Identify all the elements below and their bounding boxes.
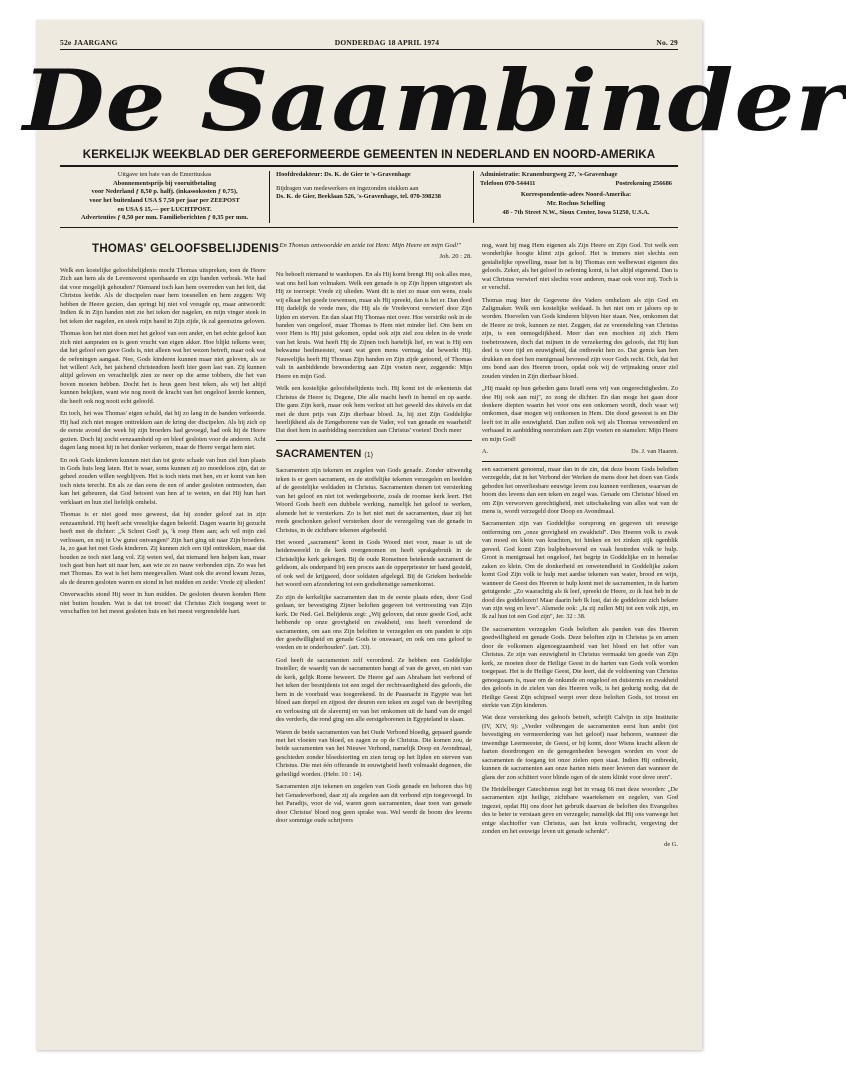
publication-info bbox=[60, 167, 678, 228]
correspondence-address: 48 - 7th Street N.W., Sioux Center, Iowa 51250, U.S.A. bbox=[502, 208, 650, 216]
column-3 bbox=[482, 242, 678, 1002]
info-line: Uitgave ten bate van de Emerituskas bbox=[117, 171, 212, 178]
issue-line bbox=[60, 38, 678, 50]
issue-number: No. 29 bbox=[656, 38, 678, 47]
paragraph: En toch, het was Thomas' eigen schuld, dat hij zo lang in de banden verkeerde. Hij had zich niet mogen onttrekken aan de kring der discipelen. Als hij zich op de eerste avond der week bij zijn broeders had gevoegd, had ook hij de Heere gezien. Doch hij zocht eenzaamheid op en bleef gesloten voor de anderen. Acht dagen lang moest hij in het donker verkeren, maar de Heere vergat hem niet. bbox=[60, 410, 266, 452]
contrib-address: Ds. K. de Gier, Beeklaan 526, 's-Gravenhage, tel. 070-398238 bbox=[276, 193, 441, 201]
masthead-title: De Saambinder bbox=[22, 51, 846, 150]
paragraph: Sacramenten zijn tekenen en zegelen van Gods genade. Zonder uitwendig teken is er geen sacrament, en de stoffelijke tekenen verzegelen en beelden af de geestelijke weldaden in Christus. Sacramenten dienen tot versterking van het geloof en niet tot wedergeboorte, zoals de roomse kerk leert. Het Woord Gods heeft een dubbele werking, namelijk het geloof te werken, alsmede het te versterken. Zo is het niet met de sacramenten, daar zij het reeds geschonken geloof versterken door de verzegeling van de genade in Christus, in de zichtbare tekenen afgebeeld. bbox=[275, 467, 472, 534]
paragraph: Zo zijn de kerkelijke sacramenten dan in de eerste plaats eden, door God gedaan, ter bevestiging Zijner beloften gegeven tot vertroosting van Zijn kerk. De Ned. Gel. Belijdenis zegt: „Wij geloven, dat onze goede God, acht hebbende op onze grovigheid en zwakheid, ons heeft verordend de sacramenten, om aan ons Zijn beloften te verzegelen en om panden te zijn der goedwilligheid en genade Gods te onswaart, en ook om ons geloof te voeden en te onderhouden". (art. 33). bbox=[275, 593, 472, 652]
info-line: voor het buitenland USA $ 7,50 per jaar per ZEEPOST bbox=[89, 196, 240, 204]
info-line: en USA $ 15,— per LUCHTPOST. bbox=[117, 205, 212, 213]
correspondence-label: Korrespondentie-adres Noord-Amerika: bbox=[520, 191, 632, 199]
admin-phone: Telefoon 070-544411 bbox=[480, 179, 536, 187]
info-line: voor Nederland ƒ 8,50 p. halfj. (inkassokosten ƒ 0,75), bbox=[91, 188, 238, 196]
article-signature bbox=[482, 448, 678, 456]
paragraph: Wat deze versterking des geloofs betreft, schrijft Calvijn in zijn Institutie (IV, XIV, 9): „Verder volbrengen de sacramenten eerst hun ambt (tot bevestiging en vermeerdering van het geloof) naar behoren, wanneer die inwendige Leermeester, de Geest, er bij komt, door Wiens kracht alleen de harten doordrongen en de genegenheden bewogen worden en voor de sacramenten de toegang tot onze zielen open staat. Indien Hij ontbreekt, kunnen de sacramenten aan onze harten niets meer leveren dan wanneer de glans der zon schittert voor blinde ogen of de stem klinkt voor dove oren". bbox=[481, 714, 678, 781]
paragraph: Thomas is er niet goed mee geweest, dat hij zonder geloof zat in zijn eenzaamheid. Hij heeft acht vreselijke dagen beleefd. Dagen waarin hij gezucht heeft met de dichter: „'k Schrei God! ja, 'k roep Hem aan; ach wil mijn ziel verlossen, en mij in Uw gunst ontvangen!' Zijn hart ging uit naar Zijn broeders. Ja, zo gaat het met Gods kinderen. Zij kunnen zich een tijd onttrekken, maar dat houden ze toch niet lang vol. Zij weten wel, dat niemand hen helpen kan, maar toch gaat hun hart uit naar hen, aan wie ze zo nauw verbonden zijn. Zo was het met Thomas. En wat is het hem meegevallen. Want ook die avond kwam Jezus, als de deuren gesloten waren en stond in het midden en zeide: Vrede zij ulieden! bbox=[60, 511, 266, 586]
paragraph: God heeft de sacramenten zelf verordend. Ze hebben een Goddelijke Insteller; de waardij van de sacramenten hangt af van de gever, en niet van de kerk, gelijk Rome beweert. De Heere gaf aan Abraham het verbond of het teken der besnijdenis tot een zegel der rechtvaardigheid des geloofs, die hem in de voorhuid was toegerekend. In de Paasnacht in Egypte was het bloed aan dorpel en zijpost der deuren een teken en zegel van de bevrijding en verlossing uit de slavernij en van het omkomen uit de hand van de engel des verderfs, die rond ging om alle eerstgeborenen in Egypteland te slaan. bbox=[275, 656, 472, 724]
column-2 bbox=[276, 242, 472, 1002]
paragraph: Welk een kostelijke geloofsbelijdenis toch. Hij komt tot de erkentenis dat Christus de Heere is; Degene, Die alle macht heeft in hemel en op aarde. Die gans Zijn kerk, maar ook hem verlost uit het geweld des duivels en dat met de dure prijs van Zijn dierbaar bloed. Ja, hij ziet Zijn Goddelijke heerlijkheid als de Eengeborene van de Vader, vol van genade en waarheid! Dat doet hem in aanbidding neerzinken aan Christus' voeten! Doch meer bbox=[275, 385, 472, 435]
column-divider bbox=[482, 461, 678, 462]
info-line: Advertenties ƒ 0,50 per mm. Familieberichten ƒ 0,35 per mm. bbox=[80, 214, 249, 222]
paragraph: Het woord „sacrament" komt in Gods Woord niet voor, maar is uit de heidenwereld in de kerk overgenomen en heeft sprakgebruik in de Christelijke kerk gekregen. Bij de oude Romeinen betekende sacrament de geldsom, als onderpand bij een proces aan de opperpriester ter hand gesteld, of ook wel de krijgseed, door soldaten afgelegd. Bij de Grieken bedoelde het woord een afzondering tot een godsdienstige samenkomst. bbox=[275, 539, 472, 589]
scripture-reference: Joh. 20 : 28. bbox=[439, 252, 472, 260]
subscription-info bbox=[60, 171, 270, 223]
column-1 bbox=[60, 242, 280, 1002]
editor-line: Hoofdredakteur: Ds. K. de Gier te 's-Gravenhage bbox=[276, 171, 411, 178]
paragraph: Thomas kon het niet doen met het geloof van een ander, en het echte geloof kan zich niet aanpraten en is geen vrucht van eigen akker. Hoe blijkt telkens weer, dat het geloof een gave Gods is, niet alleen wat het wezen betreft, maar ook wat de oefeningen aangaat. Nee, Gods kinderen kunnen maar niet geloven, als ze het willen! Ach, het jaichend christendom heeft hier geen last van. Zij kunnen altijd geloven en verachtelijk zien ze neer op die arme tobbers, die het van boven moeten hebben. Docht het is heus geen best teken, als wij het altijd kunnen bekijken, want wie nog nooit de kracht van het ongeloof leerde kennen, die heeft ook nog nooit echt geloofd. bbox=[60, 330, 266, 405]
correspondence-name: Mr. Rochus Schelling bbox=[546, 199, 606, 207]
paragraph: Onverwachts stond Hij weer in hun midden. De gesloten deuren konden Hem niet buiten houden. Wat is dat tot troost! dat Christus Zich toegang weet te verschaffen tot het meest gesloten huis en het meest vergrendelde hart. bbox=[60, 591, 266, 616]
section-heading bbox=[276, 440, 472, 462]
paragraph: De Heidelberger Catechismus zegt het in vraag 66 met deze woorden: „De sacramenten zijn heilige, zichtbare waartekenen en zegelen, van God ingezet, opdat Hij ons door het gebruik daarvan de beloften des Evangelies des te beter te verstaan geve en verzegele; namelijk dat Hij ons vanwege het enige slachtoffer van Christus, aan het kruis volbracht, vergeving der zonden en het eeuwige leven uit genade schenkt". bbox=[481, 786, 678, 836]
paragraph: Sacramenten zijn van Goddelijke oorsprong en gegeven uit eeuwige ontferming om „onze grovigheid en zwakheid". Des Heeren volk is zwak van moed en klein van krachten, tot hinken en tot zinken zijk ogenblik gereed. God komt Zijn hulpbehoevend en vaak bestreden volk te hulp. Groot is menigmaal het ongeloof, het begrip in Goddelijke en in hemelse zaken zo klein. Om de donkerheid en onwetendheid in Goddelijke zaken komt God Zijn volk te hulp met aardse tekenen van water, brood en wijn, wanneer de Geest des Heeren te hulp komt met de sacramenten, in de harten getuigende: „Zo waarachtig als ik leef, spreekt de Heere, zo ik lust heb in de dood des goddelozen! Maar daarin heb Ik lust, dat de goddeloze zich bekere van zijn weg en leve". Alsmede ook: „Ja zij zullen Mij tot een volk zijn, en Ik zal hun tot een God zijn", Jer. 32 : 38. bbox=[481, 520, 678, 621]
paragraph: De sacramenten verzegelen Gods beloften als panden van des Heeren goedwilligheid en genade Gods. Deze beloften zijn in Christus ja en amen door de volkomen algenoegzaamheid van het bloed en het offer van Christus. Ze zijn van eeuwigheid in Christus vermaakt ten goede van Zijn kerk, ze moeten door de Heilige Geest in de harten van Gods volk worden toegepast. Het is de Heilige Geest, Die leert, dat de voldoening van Christus genoegzaam is, maar om de onkunde en ongeloof en duisternis en zwakheid des geloofs in de zielen van des Heeren volk, is het gedurig nodig, dat de Heilige Geest Zijn schijnsel werpt over deze beloften Gods, tot troost en sterkte van Zijn kinderen. bbox=[481, 625, 678, 709]
paragraph: Waren de beide sacramenten van het Oude Verbond bloedig, gepaard gaande met het vloeien van bloed, en zagen ze op de Christus. Die komen zou, de beide sacramenten van het Nieuwe Verbond, namelijk Doop en Avondmaal, geschieden zonder bloedstorting en zien terug op het lijden en sterven van Christus. Die met één offerande in eeuwigheid heeft volmaakt degenen, die geheiligd worden. (Hebr. 10 : 14). bbox=[275, 728, 472, 778]
section-signature: de G. bbox=[664, 840, 678, 848]
admin-line: Administratie: Kranenburgweg 27, 's-Gravenhage bbox=[480, 171, 618, 178]
article-title: THOMAS' GELOOFSBELIJDENIS bbox=[92, 242, 280, 255]
section-title: SACRAMENTEN bbox=[275, 447, 362, 460]
paragraph: Thomas mag hier de Gegevene des Vaders omhelzen als zijn God en Zaligmaker. Welk een kostelijke weldaad. Is het niet om er jaloers op te worden. Hoevelen van Gods kinderen blijven hier staan. Nee, omkomen dat de Heere ze trok, kunnen ze niet. Zeggen, dat ze vreemdeling van Christus zijn, is een onmogelijkheid. Meer dan een mochten zij zich Hem toebetrouwen, doch dat mijnen in de verzekering des geloofs, dat Hij hun deel is voor tijd en eeuwigheid, dat ontbreekt hen zo. Dat gemis kan hen drukken en doet hen menigmaal bevreesd zijn voor Gods recht. Och, dat het ons bond aan des Heeren troon, opdat ook wij de vrijmaking onzer ziel zouden vinden in Zijn dierbaar bloed. bbox=[481, 296, 678, 380]
editorial-info bbox=[270, 171, 474, 223]
signature-initial: A. bbox=[481, 448, 489, 456]
paragraph: „Hij maakt op hun gebeden gans Israël eens vrij van ongerechtigheden. Zo doe Hij ook aan mij", zo zong de dichter. En dan moge het gaan door donkere diepten waarin het voor ons een onkomen wordt, doch waar wij omkomen, daar mogen wij ontkomen in Hem. Die dood geweest is en Die leeft tot in alle eeuwigheid. Dan zullen ook wij als Thomas verwonderd en verbaasd in aanbidding neerzinken aan Zijn voeten en stamelen: Mijn Heere en mijn God! bbox=[481, 385, 678, 443]
issue-date: DONDERDAG 18 APRIL 1974 bbox=[334, 38, 440, 47]
epigraph: „En Thomas antwoordde en zeide tot Hem: Mijn Heere en mijn God!" bbox=[275, 241, 462, 249]
admin-giro: Postrekening 256686 bbox=[615, 179, 672, 187]
article-columns bbox=[60, 242, 678, 1002]
info-line: Abonnementsprijs bij vooruitbetaling bbox=[113, 179, 217, 187]
contrib-line: Bijdragen van medewerkers en ingezonden stukken aan bbox=[276, 184, 419, 192]
paragraph: nog, want hij mag Hem eigenen als Zijn Heere en Zijn God. Tot welk een wonderlijke hoogte klimt zijn geloof. Het is immers niet slechts een gestaltelijke opwelling, maar het is bij Thomas een welbewust eigenen des geloofs. Zeker, als het geloof in oefening komt, is het altijd eigenend. Dan is wat Christus verwierf niet slechts voor anderen, maar ook voor mij. Toch is er verschil. bbox=[481, 241, 678, 292]
section-number: (1) bbox=[364, 451, 373, 459]
newspaper-page bbox=[22, 20, 846, 1050]
paragraph: En ook Gods kinderen kunnen niet dan tot grote schade van hun ziel hun plaats in Gods huis leeg laten. Het is waar, soms kunnen zij zo moedeloos zijn, dat ze geheel zouden willen wegblijven. Het is toch niets met hen, en er komt van hen toch niets terecht. En als ze dan eens de een of ander gesloten ontmoeten, dan kan het gebeuren, dat God betoont van hen af te weten, en dat Hij hun hart verklaart en hun ziel liefelijk omhelst. bbox=[60, 456, 266, 506]
paragraph: Nu behoeft niemand te wanhopen. En als Hij komt brengt Hij ook alles mee, wat ons heil kan volmaken. Welk een genade is op Zijn lippen uitgestort als Hij ze toeroept: Vrede zij ulieden. Want dit is niet zo maar een wens, zoals wij elkaar het goede toewensen, maar als Hij spreekt, dan is het er. Dan deed Hij dadelijk de vrede mee, die Hij als de Vredevorst verwierf door Zijn lijden en sterven. En dan slaat Hij Thomas niet over. Hoe verstrikt ook in de banden van ongeloof, maar Thomas is Hem niet minder lief. Om hem en voor Hem is Hij juist gekomen, opdat ook zijn ziel zou delen in de vrede van het kruis. Wat heeft Hij de Zijnen toch hartelijk lief, en wat is Hij een bekwame heelmeester, want wat geen mens vermag, dat bewerkt Hij. Nauwelijks heeft Hij Thomas Zijn handen en Zijn zijde getoond, of Thomas valt in aanbiddende bewondering aan Zijn voeten neer, zeggende: Mijn Heere en mijn God. bbox=[275, 271, 472, 380]
signature-name: Ds. J. van Haaren. bbox=[631, 448, 678, 456]
masthead-subtitle: KERKELIJK WEEKBLAD DER GEREFORMEERDE GEMEENTEN IN NEDERLAND EN NOORD-AMERIKA bbox=[60, 148, 678, 167]
volume-label: 52e JAARGANG bbox=[60, 38, 118, 47]
paragraph: Welk een kostelijke geloofsbelijdenis mocht Thomas uitspreken, toen de Heere Zich aan hem als de Levensvorst openbaarde en zijn banden verbrak. Wie had dat voor mogelijk gehouden? Niemand toch kan hem overreden van het feit, dat Christus leefde. Als de discipelen naar hem toesnellen en hem zeggen: Wij hebben de Heere gezien, dan springt hij niet vol vreugde op, maar antwoordt: Indien ik in Zijn handen niet zie het teken der nagelen, en mijn vinger steek in het teken der nagelen, en steek mijn hand in Zijn zijde, ik zal geenszins geloven. bbox=[60, 267, 266, 325]
paragraph: een sacrament genoemd, maar dan in de zin, dat deze boom Gods beloften verzegelde, dat in het Verbond der Werken de mens door het doen van Gods geboden het onverliesbare eeuwige leven zou kunnen verdienen, waarvan de boom des levens dan een teken en zegel was. Genade om Christus' bloed en om Zijn verworven gerechtigheid, met uitschakeling van alles wat van de mens is, wordt verzegeld door Doop en Avondmaal. bbox=[481, 465, 678, 515]
administration-info bbox=[474, 171, 678, 223]
paragraph: Sacramenten zijn tekenen en zegelen van Gods genade en behoren dus bij het Genadeverbond, daar zij als zegelen aan dit verbond zijn toegevoegd. In het Paradijs, voor de val, waren geen sacramenten, daar toen van genade door Christus' bloed nog geen sprake was. Wel werdt de boom des levens door sommige oude schrijvers bbox=[275, 783, 472, 825]
